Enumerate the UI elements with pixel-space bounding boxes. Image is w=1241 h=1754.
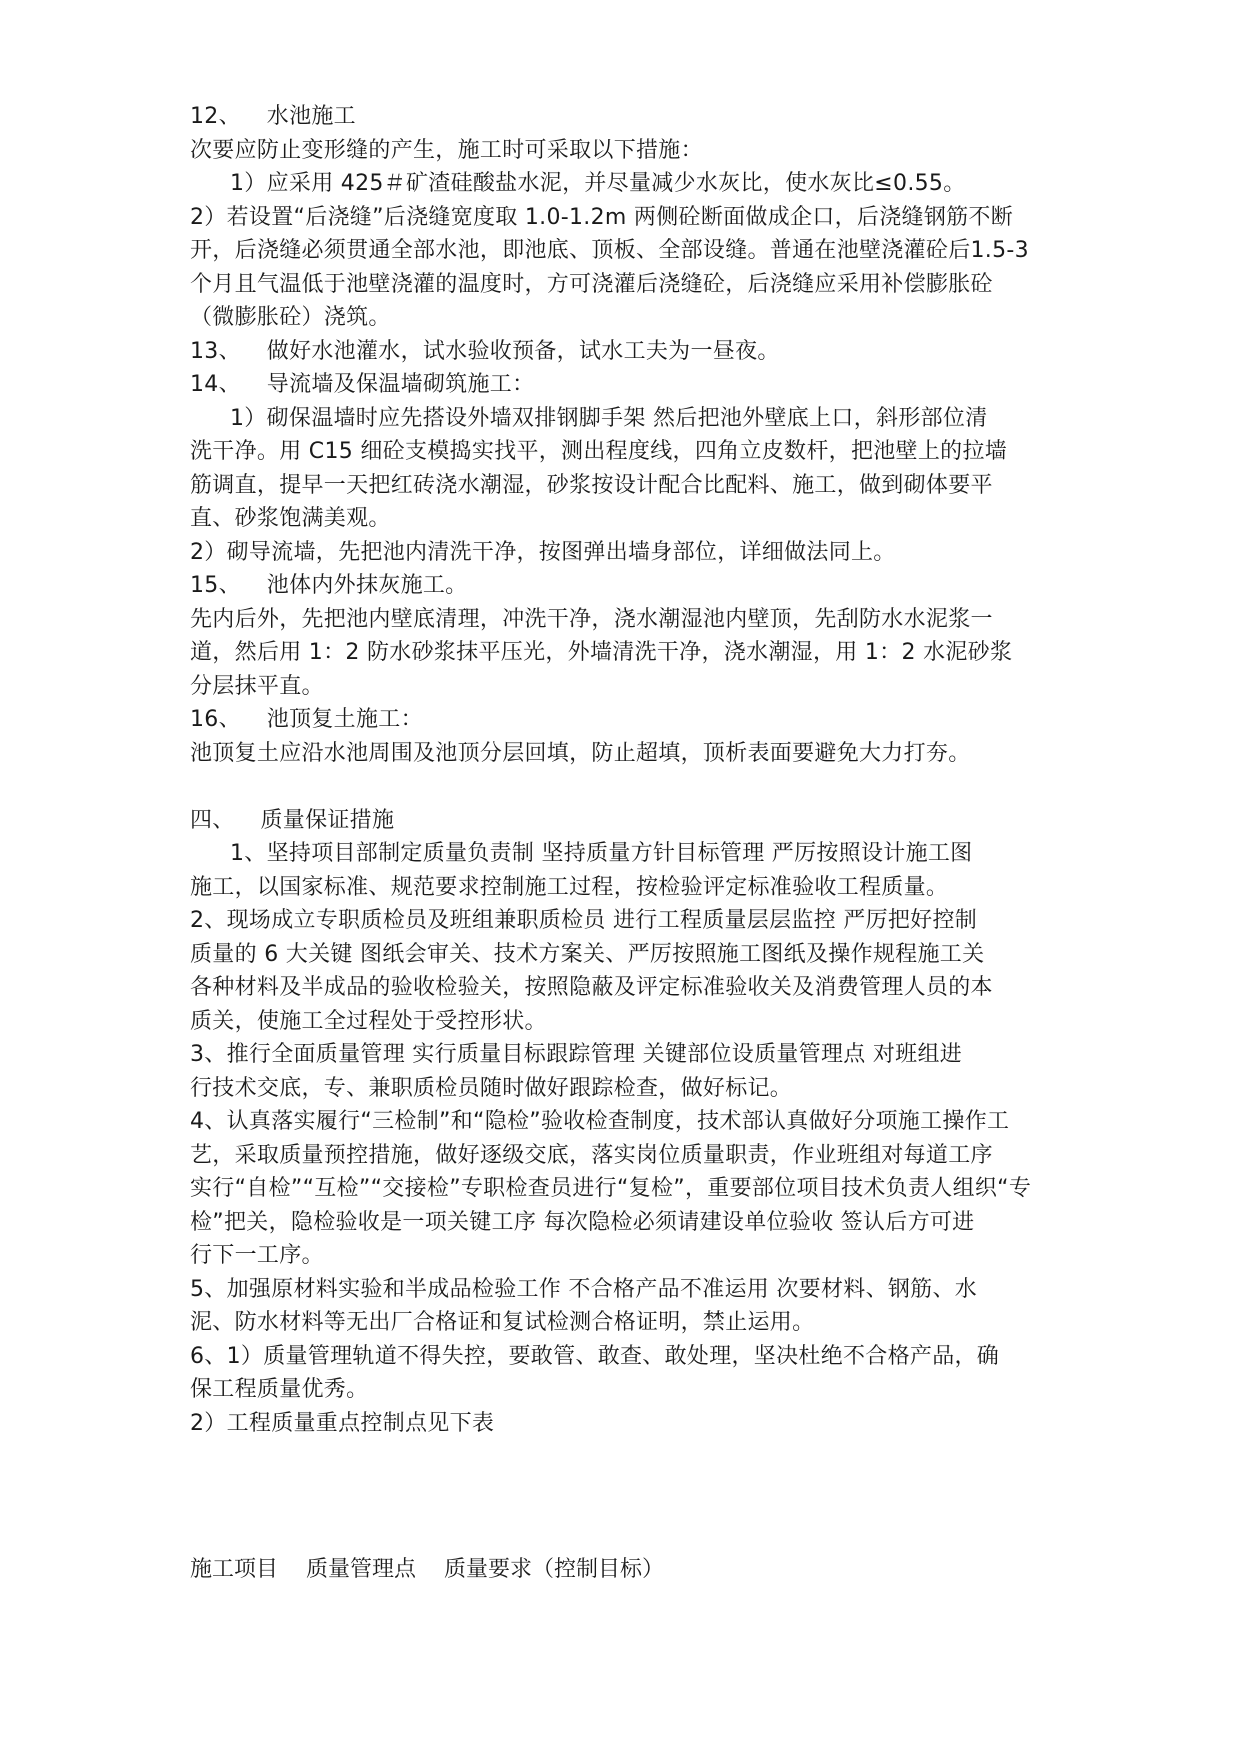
blank-line (190, 770, 1090, 804)
text-line: （微膨胀砼）浇筑。 (190, 305, 391, 330)
text-line: 泥、防水材料等无出厂合格证和复试检测合格证明，禁止运用。 (190, 1310, 815, 1335)
table-header: 施工项目 质量管理点 质量要求（控制目标） (190, 1557, 664, 1582)
text-line: 1）应采用 425＃矿渣硅酸盐水泥，并尽量减少水灰比，使水灰比≤0.55。 (230, 171, 966, 196)
text-line: 分层抹平直。 (190, 673, 324, 699)
text-line: 直、砂浆饱满美观。 (190, 506, 391, 531)
text-line: 检”把关，隐检验收是一项关键工序 每次隐检必须请建设单位验收 签认后方可进 (190, 1209, 975, 1235)
text-line: 2、现场成立专职质检员及班组兼职质检员 进行工程质量层层监控 严厉把好控制 (190, 908, 978, 933)
text-line: 2）工程质量重点控制点见下表 (190, 1410, 495, 1436)
text-line: 洗干净。用 C15 细砼支模捣实找平，测出程度线，四角立皮数杆，把池壁上的拉墙 (190, 439, 1008, 464)
text-line: 行技术交底，专、兼职质检员随时做好跟踪检查，做好标记。 (190, 1075, 793, 1101)
text-line: 1）砌保温墙时应先搭设外墙双排钢脚手架 然后把池外壁底上口，斜形部位清 (230, 405, 988, 431)
text-line: 四、 质量保证措施 (190, 807, 395, 833)
text-line: 施工，以国家标准、规范要求控制施工过程，按检验评定标准验收工程质量。 (190, 874, 949, 900)
text-line: 实行“自检”“互检”“交接检”专职检查员进行“复检”，重要部位项目技术负责人组织“专 (190, 1176, 1032, 1201)
text-line: 16、 池顶复土施工： (190, 707, 423, 732)
text-line: 道，然后用 1：2 防水砂浆抹平压光，外墙清洗干净，浇水潮湿，用 1：2 水泥砂浆 (190, 640, 1013, 665)
text-line: 先内后外，先把池内壁底清理，冲洗干净，浇水潮湿池内壁顶，先刮防水水泥浆一 (190, 606, 993, 632)
document-body (190, 100, 1090, 1440)
text-line: 6、1）质量管理轨道不得失控，要敢管、敢查、敢处理，坚决杜绝不合格产品，确 (190, 1343, 1000, 1369)
text-line: 2）砌导流墙，先把池内清洗干净，按图弹出墙身部位，详细做法同上。 (190, 539, 896, 565)
text-line: 14、 导流墙及保温墙砌筑施工： (190, 372, 535, 397)
text-line: 13、 做好水池灌水，试水验收预备，试水工夫为一昼夜。 (190, 338, 780, 364)
text-line: 开，后浇缝必须贯通全部水池，即池底、顶板、全部设缝。普通在池壁浇灌砼后1.5-3 (190, 238, 1029, 263)
text-line: 艺，采取质量预控措施，做好逐级交底，落实岗位质量职责，作业班组对每道工序 (190, 1142, 993, 1168)
text-line: 保工程质量优秀。 (190, 1377, 369, 1402)
text-line: 个月且气温低于池壁浇灌的温度时，方可浇灌后浇缝砼，后浇缝应采用补偿膨胀砼 (190, 271, 993, 297)
text-line: 1、坚持项目部制定质量负责制 坚持质量方针目标管理 严厉按照设计施工图 (230, 841, 973, 866)
text-line: 池顶复土应沿水池周围及池顶分层回填，防止超填，顶析表面要避免大力打夯。 (190, 740, 971, 766)
text-line: 质量的 6 大关键 图纸会审关、技术方案关、严厉按照施工图纸及操作规程施工关 (190, 941, 985, 967)
text-line: 质关，使施工全过程处于受控形状。 (190, 1008, 547, 1034)
text-line: 5、加强原材料实验和半成品检验工作 不合格产品不准运用 次要材料、钢筋、水 (190, 1276, 978, 1302)
text-line: 12、 水池施工 (190, 104, 356, 129)
text-line: 3、推行全面质量管理 实行质量目标跟踪管理 关键部位设质量管理点 对班组进 (190, 1042, 963, 1067)
text-line: 各种材料及半成品的验收检验关，按照隐蔽及评定标准验收关及消费管理人员的本 (190, 975, 993, 1000)
text-line: 15、 池体内外抹灰施工。 (190, 573, 468, 598)
text-line: 筋调直，提早一天把红砖浇水潮湿，砂浆按设计配合比配料、施工，做到砌体要平 (190, 472, 993, 498)
text-line: 行下一工序。 (190, 1243, 324, 1268)
text-line: 次要应防止变形缝的产生，施工时可采取以下措施： (190, 137, 703, 163)
text-line: 2）若设置“后浇缝”后浇缝宽度取 1.0-1.2m 两侧砼断面做成企口，后浇缝钢筋不断 (190, 204, 1014, 230)
text-line: 4、认真落实履行“三检制”和“隐检”验收检查制度，技术部认真做好分项施工操作工 (190, 1109, 1010, 1134)
